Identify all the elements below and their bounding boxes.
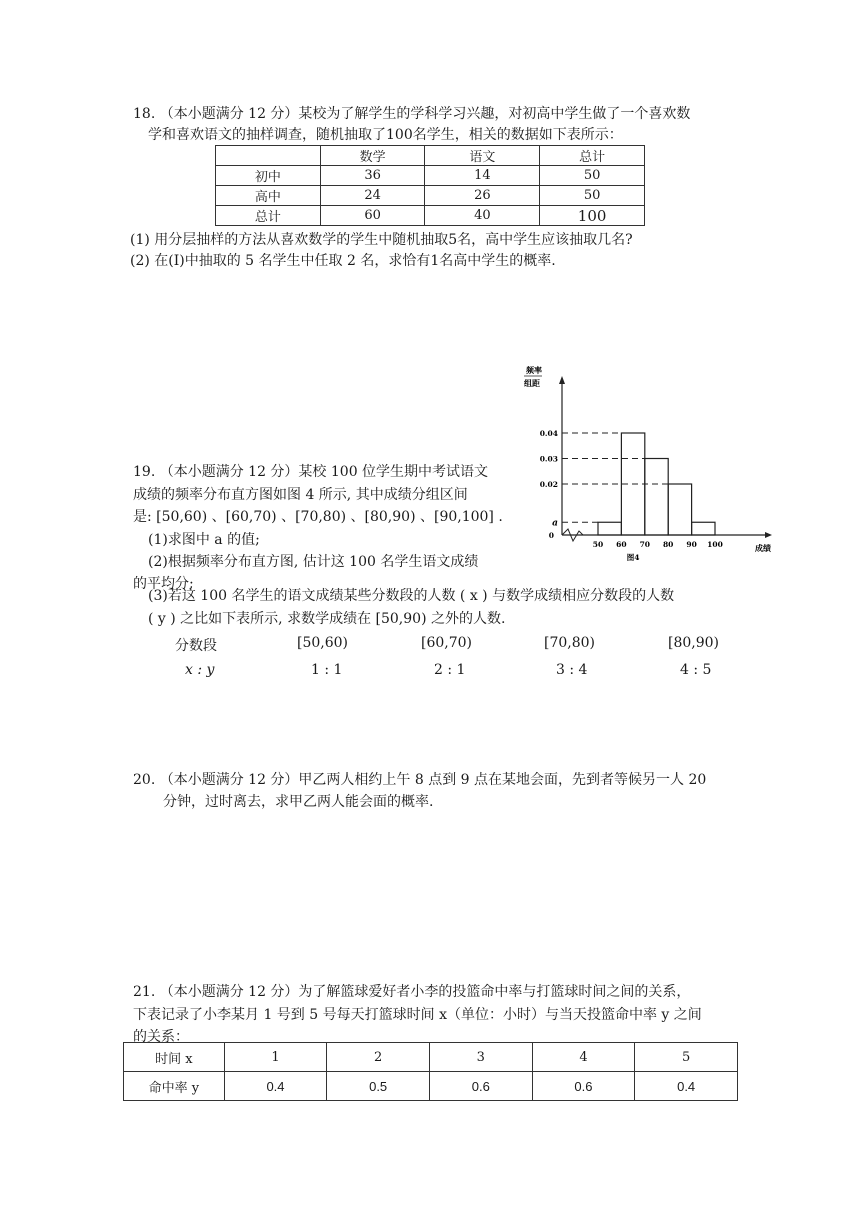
table-cell: 3 [429,1043,532,1072]
q19-part2b: 的平均分; [133,576,194,592]
y-tick-label: 0.04 [539,429,558,438]
q18-part2: (2) 在(Ⅰ)中抽取的 5 名学生中任取 2 名，求恰有1名高中学生的概率. [130,253,556,269]
x-label: 成绩 [755,543,771,553]
table-cell: 4 [532,1043,635,1072]
table-cell: 数学 [320,146,425,166]
table-cell: 语文 [425,146,540,166]
ratio-value: 2 : 1 [434,662,466,678]
ratio-label: x : y [185,662,215,678]
histogram-bar [668,484,691,535]
table-cell: 总计 [216,206,321,226]
q19-part2: (2)根据频率分布直方图, 估计这 100 名学生语文成绩 [148,554,479,570]
q19-line1: 19. （本小题满分 12 分）某校 100 位学生期中考试语文 [133,464,489,480]
y-tick-label: 0.03 [539,454,558,464]
table-cell: 1 [224,1043,327,1072]
table-cell: 命中率 y [124,1072,225,1101]
x-tick-label: 90 [686,540,697,549]
table-cell: 100 [540,206,645,226]
y-tick-label: a [552,518,558,529]
q19-part1: (1)求图中 a 的值; [148,532,260,548]
q19-line2: 成绩的频率分布直方图如图 4 所示, 其中成绩分组区间 [133,487,468,503]
ratio-value: 3 : 4 [556,662,588,678]
table-cell: 26 [425,186,540,206]
table-cell: 50 [540,186,645,206]
ratio-label: 分数段 [175,638,217,654]
table-row [124,1043,738,1072]
x-tick-label: 80 [662,540,674,549]
ratio-value: 4 : 5 [680,662,712,678]
ratio-interval: [80,90) [668,635,720,651]
ratio-interval: [60,70) [421,635,473,651]
x-tick-label: 60 [616,540,627,549]
histogram-bar [645,459,668,536]
x-axis-arrow [765,532,772,538]
y-tick-label: 0.02 [539,480,558,489]
x-tick-label: 70 [639,540,651,549]
q21-table [123,1042,738,1101]
q18-line2: 学和喜欢语文的抽样调查，随机抽取了100名学生，相关的数据如下表所示： [148,127,623,143]
y-axis-arrow [559,376,565,384]
ratio-row-values [0,662,860,686]
q20-line2: 分钟，过时离去，求甲乙两人能会面的概率. [163,794,434,810]
q19-part3: (3)若这 100 名学生的语文成绩某些分数段的人数 ( x ) 与数学成绩相应分数段的人数 [148,588,675,604]
q21-line1: 21. （本小题满分 12 分）为了解篮球爱好者小李的投篮命中率与打篮球时间之间的关系， [133,984,691,1000]
q18-table [215,145,645,226]
q19-line3: 是: [50,60) 、[60,70) 、[70,80) 、[80,90) 、[90,100] . [133,509,503,525]
table-cell: 60 [320,206,425,226]
y-label-top: 频率 [526,365,542,375]
table-cell: 0.4 [635,1072,738,1101]
q21-line2: 下表记录了小李某月 1 号到 5 号每天打篮球时间 x（单位：小时）与当天投篮命中率 y 之间 [133,1007,702,1023]
q19-part3b: ( y ) 之比如下表所示, 求数学成绩在 [50,90) 之外的人数. [148,611,506,627]
table-cell: 时间 x [124,1043,225,1072]
histogram-bar [692,522,715,535]
q20-line1: 20. （本小题满分 12 分）甲乙两人相约上午 8 点到 9 点在某地会面，先到者等候另一人 20 [133,772,707,788]
table-cell: 2 [327,1043,430,1072]
q21-line3: 的关系： [133,1029,189,1045]
table-cell: 0.6 [429,1072,532,1101]
y-label-bottom: 组距 [524,378,540,388]
table-cell: 36 [320,166,425,186]
table-cell: 0.4 [224,1072,327,1101]
q18-part1: (1) 用分层抽样的方法从喜欢数学的学生中随机抽取5名，高中学生应该抽取几名? [130,232,633,248]
table-row [216,206,645,226]
table-cell: 24 [320,186,425,206]
table-cell: 0.6 [532,1072,635,1101]
table-cell: 40 [425,206,540,226]
histogram-bar [598,522,621,535]
table-cell: 高中 [216,186,321,206]
table-cell: 初中 [216,166,321,186]
origin-label: 0 [548,531,554,540]
x-tick-label: 50 [592,540,604,549]
ratio-interval: [50,60) [297,635,349,651]
table-cell: 50 [540,166,645,186]
q18-line1: 18. （本小题满分 12 分）某校为了解学生的学科学习兴趣，对初高中学生做了一个喜欢数 [133,106,691,122]
table-cell: 0.5 [327,1072,430,1101]
x-tick-label: 100 [707,540,723,549]
ratio-value: 1 : 1 [311,662,343,678]
table-cell: 5 [635,1043,738,1072]
table-row [124,1072,738,1101]
table-cell: 14 [425,166,540,186]
ratio-row-header [0,635,860,659]
chart-title: 图4 [626,553,640,562]
table-row [216,146,645,166]
table-cell: 总计 [540,146,645,166]
table-row [216,166,645,186]
frequency-histogram [510,360,780,570]
table-cell [216,146,321,166]
ratio-interval: [70,80) [544,635,596,651]
table-row [216,186,645,206]
